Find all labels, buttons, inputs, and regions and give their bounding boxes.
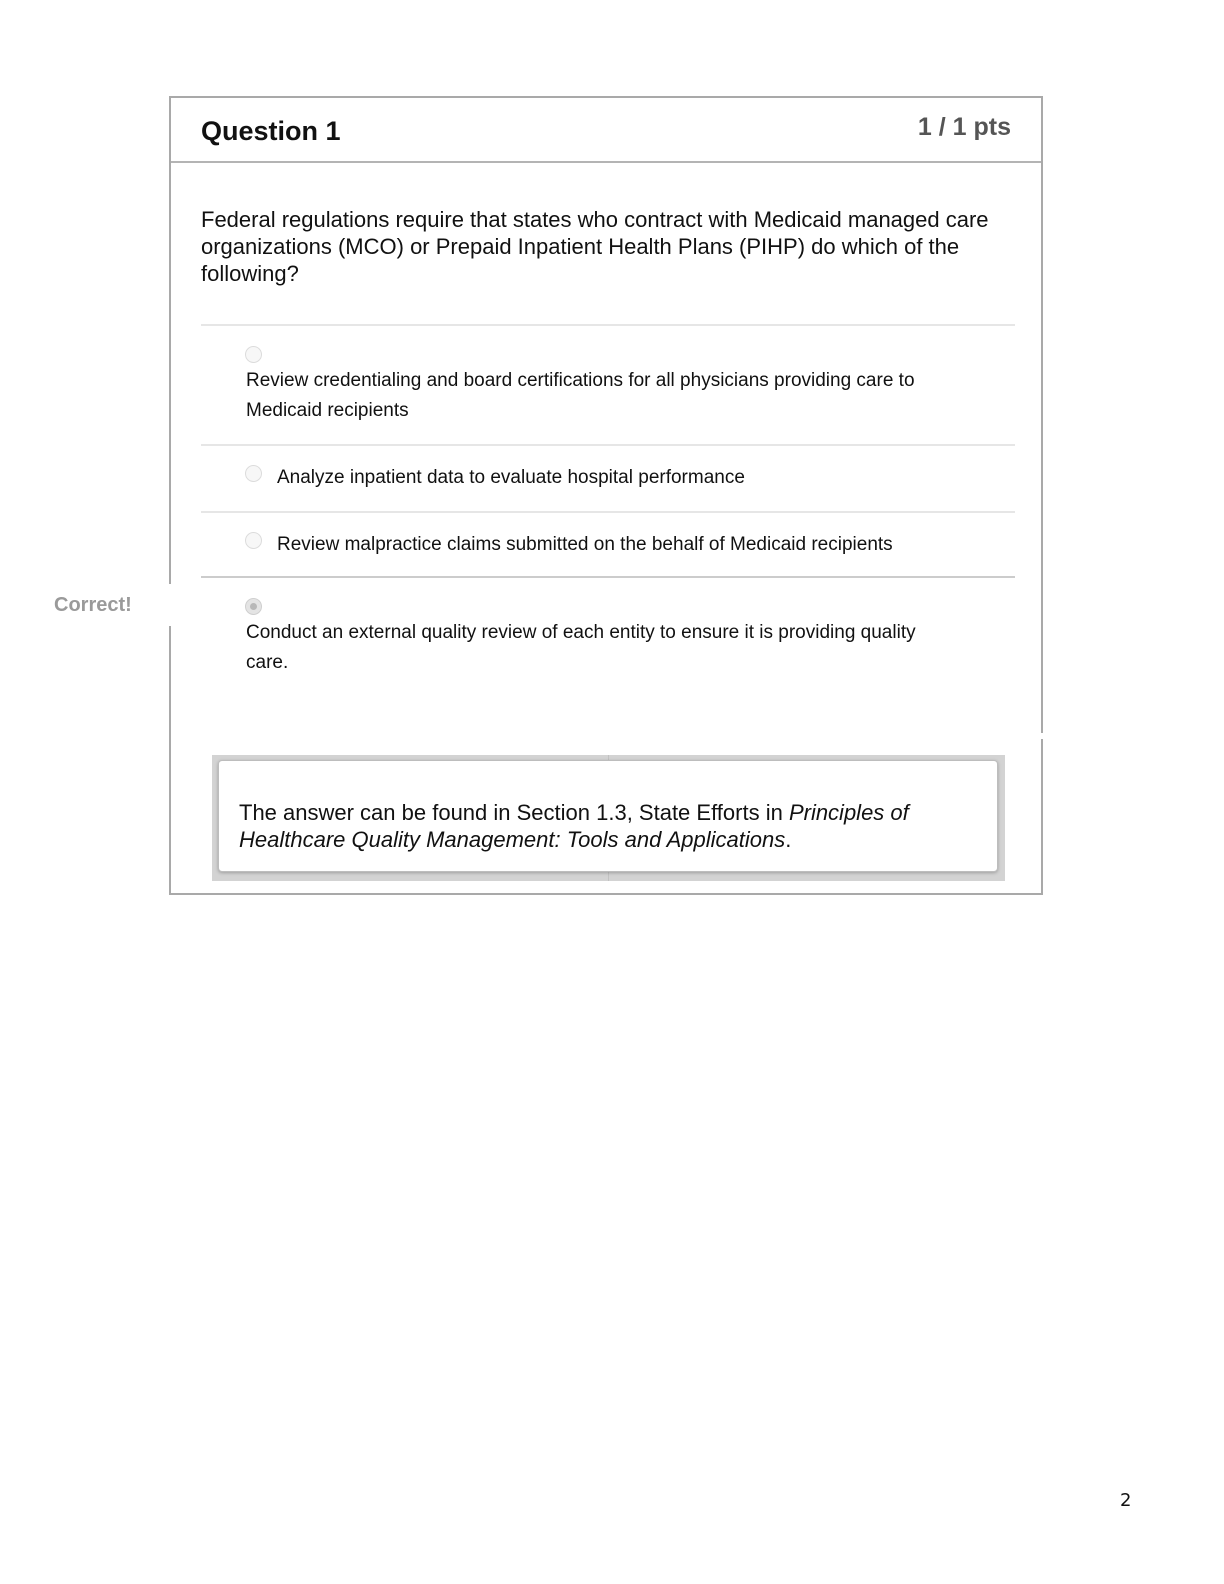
page-number: 2 [1120,1490,1132,1511]
card-border-gap [1039,733,1047,739]
comment-prefix: The answer can be found in Section 1.3, State Efforts in [239,800,789,825]
answer-option-1[interactable] [201,324,1015,444]
answer-text-1: Review credentialing and board certifications for all physicians providing care to Medicaid recipients [246,370,915,421]
answer-text-3: Review malpractice claims submitted on the behalf of Medicaid recipients [277,534,893,555]
radio-button-4-selected[interactable] [245,598,262,615]
radio-button-1[interactable] [245,346,262,363]
comment-book-title: Principles of Healthcare Quality Management: Tools and Applications [239,800,909,852]
question-header [171,98,1041,163]
question-title: Question 1 [201,116,341,146]
feedback-comment-box [218,760,998,872]
correct-marker-gap [160,584,172,626]
answer-option-2[interactable] [201,444,1015,511]
correct-label: Correct! [54,594,132,616]
feedback-comment-frame [212,755,1005,881]
points-score: 1 / 1 pts [917,113,1011,141]
radio-button-2[interactable] [245,465,262,482]
answer-text-4: Conduct an external quality review of each entity to ensure it is providing quality care. [246,622,916,673]
answer-list [201,324,1015,688]
question-text: Federal regulations require that states who contract with Medicaid managed care organizations (MCO) or Prepaid Inpatient Health Plans (PIHP) do which of the following? [201,207,989,286]
answer-option-3[interactable] [201,511,1015,578]
answer-option-4-correct[interactable] [201,578,1015,688]
comment-suffix: . [785,827,792,852]
answer-text-2: Analyze inpatient data to evaluate hospital performance [277,467,745,488]
feedback-comment-text [239,799,979,853]
radio-button-3[interactable] [245,532,262,549]
